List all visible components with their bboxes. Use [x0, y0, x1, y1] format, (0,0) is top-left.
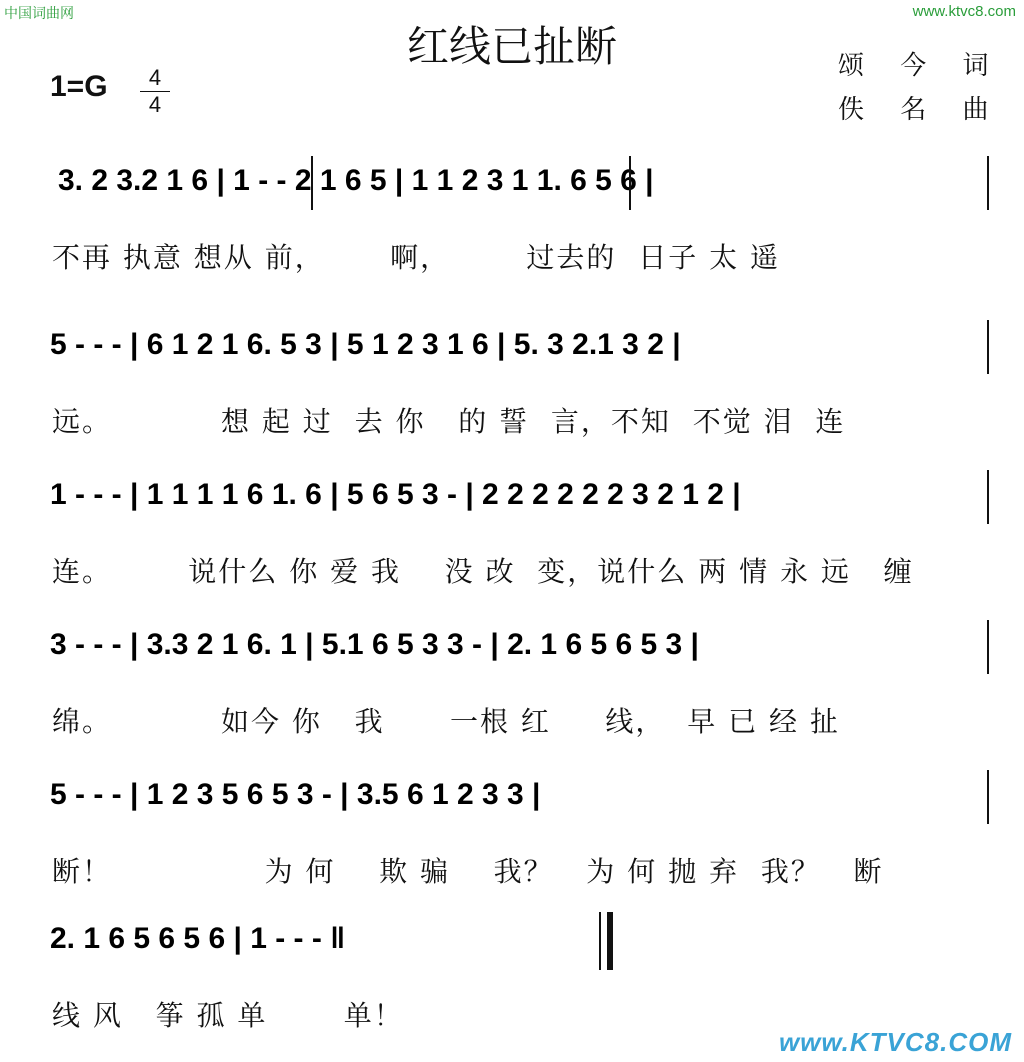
- lyrics-line-1: 不再 执意 想从 前， 啊， 过去的 日子 太 遥: [52, 241, 781, 274]
- key-signature: 1=G: [50, 70, 108, 103]
- notation-line-4: [40, 612, 1000, 690]
- time-signature-bottom: 4: [148, 92, 162, 117]
- score-line-2: [40, 312, 1000, 462]
- time-signature: [140, 66, 170, 117]
- song-title: 红线已扯断: [406, 22, 617, 71]
- lyrics-line-4: 绵。 如今 你 我 一根 红 线， 早 已 经 扯: [52, 705, 840, 738]
- time-signature-top: 4: [148, 65, 162, 90]
- notation-text: 3. 2 3.2 1 6 | 1 - - 2 1 6 5 | 1 1 2 3 1 1. 6 5 6 |: [58, 164, 654, 197]
- notation-text: 1 - - - | 1 1 1 1 6 1. 6 | 5 6 5 3 - | 2 2 2 2 2 2 3 2 1 2 |: [50, 478, 741, 511]
- lyrics-line-3: 连。 说什么 你 爱 我 没 改 变，说什么 两 情 永 远 缠: [52, 555, 914, 588]
- watermark-top-right: www.ktvc8.com: [912, 3, 1016, 20]
- notation-line-3: [40, 462, 1000, 540]
- notation-line-2: [40, 312, 1000, 390]
- score-line-1: [40, 148, 1000, 298]
- composer-credit: 佚 名 曲: [838, 95, 1003, 125]
- score-line-4: [40, 612, 1000, 762]
- score-line-3: [40, 462, 1000, 612]
- lyrics-line-2: 远。 想 起 过 去 你 的 誓 言，不知 不觉 泪 连: [52, 405, 846, 438]
- score-line-5: [40, 762, 1000, 912]
- watermark-top-left: 中国词曲网: [4, 6, 74, 22]
- notation-line-6: [40, 906, 1000, 984]
- notation-text: 2. 1 6 5 6 5 6 | 1 - - - ‖: [50, 922, 346, 955]
- notation-line-1: [40, 148, 1000, 226]
- notation-text: 5 - - - | 1 2 3 5 6 5 3 - | 3.5 6 1 2 3 3 |: [50, 778, 541, 811]
- credits: [838, 44, 1003, 132]
- notation-text: 3 - - - | 3.3 2 1 6. 1 | 5.1 6 5 3 3 - | 2. 1 6 5 6 5 3 |: [50, 628, 699, 661]
- lyrics-line-6: 线 风 筝 孤 单 单！: [52, 999, 404, 1032]
- notation-line-5: [40, 762, 1000, 840]
- lyrics-line-5: 断！ 为 何 欺 骗 我？ 为 何 抛 弃 我？ 断: [52, 855, 884, 888]
- watermark-bottom-right: www.KTVC8.COM: [778, 1027, 1012, 1057]
- lyricist-credit: 颂 今 词: [838, 51, 1003, 81]
- notation-text: 5 - - - | 6 1 2 1 6. 5 3 | 5 1 2 3 1 6 | 5. 3 2.1 3 2 |: [50, 328, 681, 361]
